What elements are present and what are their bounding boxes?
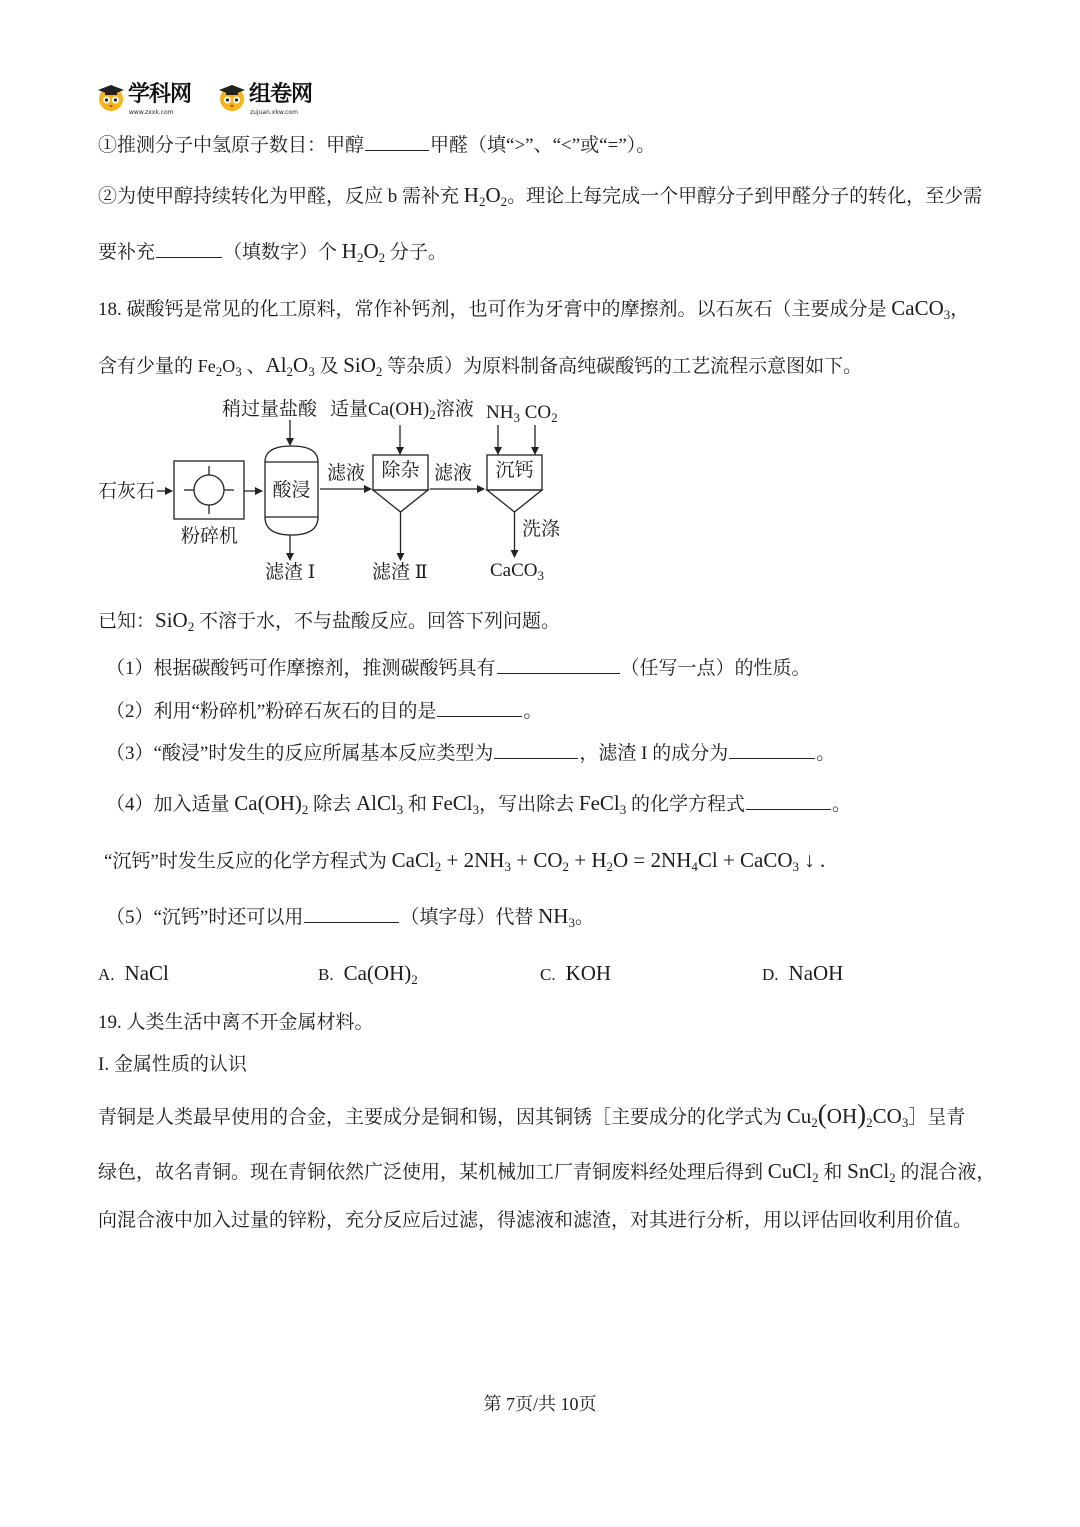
label-nh3: NH <box>486 402 514 423</box>
formula-caoh2 <box>234 791 308 815</box>
p4-text-c: 和 <box>403 794 432 815</box>
formula-alcl3 <box>356 791 403 815</box>
q18-l1-text-b: ， <box>950 299 970 320</box>
label-co2: CO <box>524 402 552 423</box>
answer-blank <box>494 740 578 759</box>
formula-part: Al <box>265 353 287 377</box>
label-caoh2-solution <box>330 398 474 422</box>
chemical-equation <box>392 848 826 872</box>
label-part: 适量Ca(OH) <box>330 399 430 420</box>
option-letter: A. <box>98 965 115 984</box>
label-limestone: 石灰石 <box>98 481 156 502</box>
formula-cu2oh2co3 <box>786 1099 909 1130</box>
logo-xueke-name: 学科网 <box>128 82 192 107</box>
formula-part: AlCl <box>355 791 397 815</box>
formula-h2o2 <box>464 183 507 207</box>
formula-part: ↓ . <box>799 848 826 872</box>
owl-logo-icon <box>96 82 126 112</box>
formula-fe2o3 <box>197 356 242 379</box>
subscript: 2 <box>187 619 195 634</box>
label-wash: 洗涤 <box>522 519 561 540</box>
label-residue-1: 滤渣 Ⅰ <box>265 562 316 583</box>
label-nh3-co2 <box>486 401 558 425</box>
option-text: NaCl <box>124 961 169 985</box>
formula-part: O <box>293 353 309 377</box>
q18-l2-text-c: 及 <box>314 356 344 377</box>
q17-l1-text-b: 甲醛（填“>”、“<”或“=”）。 <box>430 135 656 156</box>
formula-sncl2 <box>847 1159 896 1183</box>
formula-part: Ca(OH) <box>343 961 412 985</box>
option-letter: C. <box>540 965 556 984</box>
q18-line-1 <box>98 293 969 323</box>
label-acid: 稍过量盐酸 <box>222 399 318 420</box>
formula-fecl3 <box>432 791 479 815</box>
q17-line-2 <box>98 180 982 210</box>
q19-title: 19. 人类生活中离不开金属材料。 <box>98 1012 374 1033</box>
q17-l3-text-a: 要补充 <box>98 242 156 263</box>
p1-text-a: （1）根据碳酸钙可作摩擦剂，推测碳酸钙具有 <box>106 658 496 679</box>
subscript: 2 <box>500 194 508 209</box>
formula-cucl2 <box>768 1159 819 1183</box>
subscript: 3 <box>513 410 520 425</box>
p1-text-b: （任写一点）的性质。 <box>620 658 811 679</box>
subscript: 3 <box>504 859 511 874</box>
formula-part: FeCl <box>578 791 620 815</box>
q19-p2-text-c: 的混合液， <box>895 1162 996 1183</box>
owl-logo-icon <box>217 82 247 112</box>
subscript: 2 <box>812 1170 819 1185</box>
label-part: 溶液 <box>435 399 474 420</box>
p3-text-c: 。 <box>816 743 836 764</box>
q17-l3-text-c: 分子。 <box>385 242 447 263</box>
formula-h2o2 <box>342 239 385 263</box>
crusher-symbol-icon <box>184 466 234 514</box>
label-filtrate-1: 滤液 <box>327 463 366 484</box>
q19-p1-text-a: 青铜是人类最早使用的合金，主要成分是铜和锡，因其铜锈［主要成分的化学式为 <box>98 1107 787 1128</box>
option-a <box>98 958 169 988</box>
q19-paragraph-line-1 <box>98 1099 965 1129</box>
subscript: 2 <box>378 250 386 265</box>
label-impurity-removal: 除杂 <box>381 460 420 481</box>
subscript: 2 <box>551 410 558 425</box>
q17-l2-text-a: ②为使甲醇持续转化为甲醛，反应 b 需补充 <box>98 186 464 207</box>
formula-part: CuCl <box>767 1159 813 1183</box>
option-b <box>318 958 418 988</box>
answer-blank <box>365 132 429 151</box>
subscript: 3 <box>235 364 242 379</box>
formula-part: O <box>363 239 379 263</box>
subscript: 2 <box>889 1170 896 1185</box>
formula-part: SiO <box>155 608 188 632</box>
formula-part: OH <box>826 1104 858 1128</box>
p5-text-a: （5）“沉钙”时还可以用 <box>106 907 304 928</box>
formula-part: NH <box>538 904 569 928</box>
label-acid-leach: 酸浸 <box>272 480 311 501</box>
page-number: 第 7页/共 10页 <box>483 1394 597 1414</box>
logo-zujuan-url: zujuan.xkw.com <box>250 109 298 116</box>
subscript: 2 <box>286 364 294 379</box>
p3-text-a: （3）“酸浸”时发生的反应所属基本反应类型为 <box>106 743 494 764</box>
subscript: 2 <box>356 250 364 265</box>
q19-paragraph-line-2 <box>98 1156 995 1186</box>
formula-part: + CO <box>510 848 563 872</box>
label-residue-2: 滤渣 Ⅱ <box>372 562 428 583</box>
formula-part: Fe <box>197 356 216 376</box>
option-letter: B. <box>318 965 334 984</box>
q19-paragraph-line-3: 向混合液中加入过量的锌粉，充分反应后过滤，得滤液和滤渣，对其进行分析，用以评估回收利用价值。 <box>98 1210 973 1231</box>
subscript: 3 <box>396 802 404 817</box>
q17-l2-text-b: 。理论上每完成一个甲醇分子到甲醛分子的转化，至少需 <box>507 186 983 207</box>
option-c <box>540 958 611 988</box>
p4-text-a: （4）加入适量 <box>106 794 235 815</box>
known-text-b: 不溶于水，不与盐酸反应。回答下列问题。 <box>194 611 560 632</box>
formula-sio2 <box>343 353 382 377</box>
p5-text-c: 。 <box>574 907 594 928</box>
subscript: 2 <box>375 364 383 379</box>
q19-section-heading: I. 金属性质的认识 <box>98 1054 247 1075</box>
formula-part: O = 2NH <box>613 848 692 872</box>
formula-part: CO <box>872 1104 902 1128</box>
subscript: 2 <box>562 859 569 874</box>
answer-blank <box>437 698 522 717</box>
formula-part: H <box>463 183 479 207</box>
impurity-funnel <box>373 490 428 512</box>
paren-close: ) <box>857 1099 867 1129</box>
q18-part-1 <box>106 654 811 684</box>
p4-text-b: 除去 <box>308 794 356 815</box>
formula-part: Cl + CaCO <box>697 848 793 872</box>
option-text: NaOH <box>788 961 844 985</box>
subscript: 2 <box>429 407 436 422</box>
logo-xueke-url: www.zxxk.com <box>129 109 174 116</box>
label-product-caco3 <box>490 559 544 583</box>
formula-part: O <box>222 356 236 376</box>
p4-text-f: 。 <box>832 794 852 815</box>
subscript: 3 <box>901 1115 909 1130</box>
label-crusher: 粉碎机 <box>181 526 239 547</box>
subscript: 2 <box>478 194 486 209</box>
subscript: 2 <box>606 859 614 874</box>
formula-sio2 <box>155 608 194 632</box>
formula-part: + H <box>569 848 607 872</box>
formula-part: SiO <box>343 353 376 377</box>
formula-part: O <box>485 183 501 207</box>
q18-l2-text-b: 、 <box>241 356 266 377</box>
subscript: 2 <box>215 364 223 379</box>
answer-blank <box>729 740 815 759</box>
p3-text-b: ，滤渣 I 的成分为 <box>579 743 729 764</box>
formula-part: Ca(OH) <box>234 791 302 815</box>
formula-part: Cu <box>786 1104 812 1128</box>
q18-part-4 <box>106 788 851 818</box>
subscript: 2 <box>434 859 442 874</box>
p4-text-e: 的化学方程式 <box>626 794 746 815</box>
q18-line-2 <box>98 350 862 380</box>
formula-part: FeCl <box>431 791 473 815</box>
subscript: 2 <box>301 802 309 817</box>
q17-l3-text-b: （填数字）个 <box>223 242 342 263</box>
subscript: 3 <box>537 568 544 583</box>
answer-blank <box>746 791 831 810</box>
q17-line-3 <box>98 236 447 266</box>
subscript: 3 <box>943 307 951 322</box>
q18-part-2 <box>106 697 542 727</box>
paren-open: ( <box>817 1099 827 1129</box>
precipitation-funnel <box>487 490 542 512</box>
subscript: 3 <box>619 802 627 817</box>
q18-l2-text-d: 等杂质）为原料制备高纯碳酸钙的工艺流程示意图如下。 <box>382 356 863 377</box>
answer-blank <box>304 904 399 923</box>
known-text-a: 已知： <box>98 611 156 632</box>
formula-part: CaCO <box>891 296 944 320</box>
subscript: 2 <box>411 972 418 987</box>
q19-p1-text-b: ］呈青 <box>908 1107 966 1128</box>
p2-text-b: 。 <box>523 701 543 722</box>
subscript: 3 <box>792 859 800 874</box>
p5-text-b: （填字母）代替 <box>400 907 539 928</box>
formula-part: + 2NH <box>441 848 505 872</box>
option-text <box>344 961 418 985</box>
q17-l1-text-a: ①推测分子中氢原子数目：甲醇 <box>98 135 365 156</box>
eq-text: “沉钙”时发生反应的化学方程式为 <box>104 851 392 872</box>
q17-line-1 <box>98 131 655 161</box>
subscript: 4 <box>691 859 698 874</box>
subscript: 2 <box>866 1115 873 1130</box>
option-d <box>762 958 843 988</box>
label-precipitation: 沉钙 <box>495 460 534 481</box>
q18-part-5 <box>106 901 594 931</box>
formula-fecl3 <box>579 791 626 815</box>
p4-text-d: ，写出除去 <box>479 794 579 815</box>
formula-part: H <box>341 239 357 263</box>
formula-nh3 <box>538 904 575 928</box>
q18-l1-text-a: 18. 碳酸钙是常见的化工原料，常作补钙剂，也可作为牙膏中的摩擦剂。以石灰石（主要成分是 <box>98 299 892 320</box>
answer-blank <box>156 239 222 258</box>
option-letter: D. <box>762 965 779 984</box>
q19-p2-text-a: 绿色，故名青铜。现在青铜依然广泛使用，某机械加工厂青铜废料经处理后得到 <box>98 1162 768 1183</box>
q19-p2-text-b: 和 <box>818 1162 848 1183</box>
subscript: 3 <box>568 915 575 930</box>
subscript: 3 <box>472 802 480 817</box>
q18-l2-text-a: 含有少量的 <box>98 356 198 377</box>
logo-zujuan-name: 组卷网 <box>249 82 313 107</box>
formula-caco3 <box>891 296 950 320</box>
option-text: KOH <box>565 961 612 985</box>
q18-part-3 <box>106 739 835 769</box>
formula-part: SnCl <box>847 1159 890 1183</box>
q18-equation <box>104 845 825 875</box>
formula-al2o3 <box>266 353 315 377</box>
q18-known <box>98 605 560 635</box>
subscript: 3 <box>308 364 315 379</box>
label-filtrate-2: 滤液 <box>434 463 473 484</box>
subscript: 2 <box>811 1115 818 1130</box>
label-part: CaCO <box>490 560 538 581</box>
p2-text-a: （2）利用“粉碎机”粉碎石灰石的目的是 <box>106 701 437 722</box>
answer-blank <box>497 655 620 674</box>
formula-part: CaCl <box>391 848 435 872</box>
